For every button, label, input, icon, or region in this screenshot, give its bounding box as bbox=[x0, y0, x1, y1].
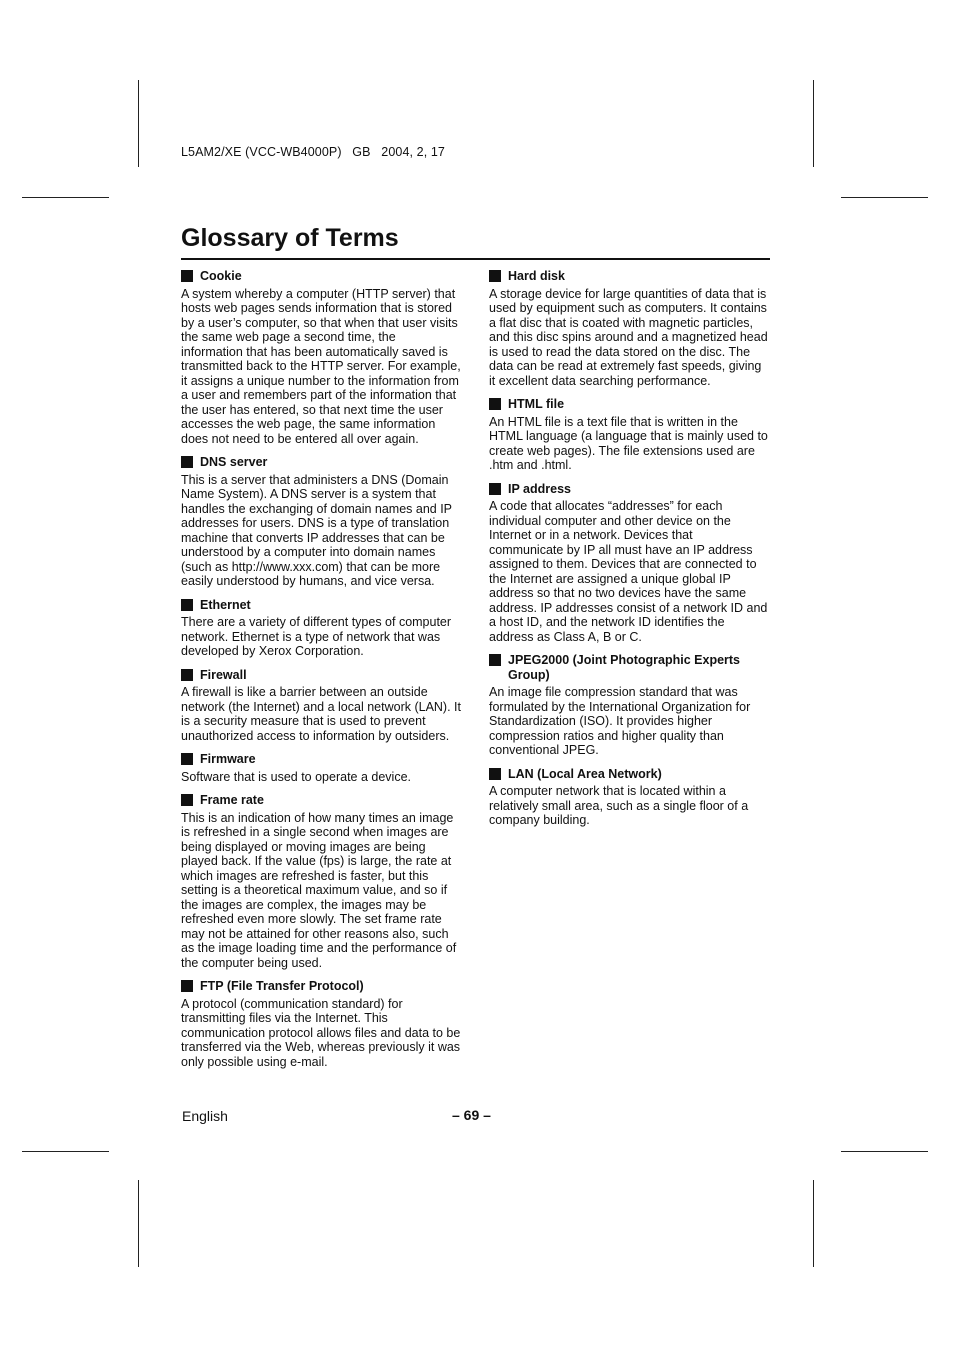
crop-mark bbox=[841, 197, 928, 198]
glossary-entry-ethernet bbox=[181, 598, 461, 659]
square-bullet-icon bbox=[181, 794, 193, 806]
entry-definition: A firewall is like a barrier between an outside network (the Internet) and a local network (LAN). It is a security measure that is used to prevent unauthorized access to information by outsiders. bbox=[181, 685, 461, 743]
entry-term: HTML file bbox=[508, 397, 565, 411]
document-code: L5AM2/XE (VCC-WB4000P) GB 2004, 2, 17 bbox=[181, 145, 445, 159]
square-bullet-icon bbox=[181, 669, 193, 681]
crop-mark bbox=[813, 1180, 814, 1267]
page-title: Glossary of Terms bbox=[181, 224, 399, 252]
entry-term: Firmware bbox=[200, 752, 256, 766]
entry-definition: There are a variety of different types of computer network. Ethernet is a type of network that was developed by Xerox Corporation. bbox=[181, 615, 452, 658]
title-divider bbox=[181, 258, 770, 260]
entry-term: Ethernet bbox=[200, 597, 251, 612]
entry-term: FTP (File Transfer Protocol) bbox=[200, 979, 364, 993]
glossary-entry-dns-server bbox=[181, 455, 461, 589]
square-bullet-icon bbox=[181, 980, 193, 992]
entry-definition: An image file compression standard that was formulated by the International Organization for Standardization (ISO). It provides higher compression ratios and higher quality than conventional JPEG. bbox=[489, 685, 751, 757]
square-bullet-icon bbox=[489, 654, 501, 666]
footer-language: English bbox=[182, 1108, 228, 1124]
entry-term: LAN (Local Area Network) bbox=[508, 766, 662, 781]
crop-mark bbox=[22, 197, 109, 198]
glossary-entry-firewall bbox=[181, 668, 461, 744]
glossary-left-column bbox=[181, 269, 461, 1078]
glossary-right-column bbox=[489, 269, 769, 837]
glossary-entry-jpeg2000 bbox=[489, 653, 769, 758]
glossary-entry-ip-address bbox=[489, 482, 769, 645]
crop-mark bbox=[138, 80, 139, 167]
glossary-entry-firmware bbox=[181, 752, 461, 784]
entry-term: Hard disk bbox=[508, 269, 565, 283]
entry-definition: An HTML file is a text file that is written in the HTML language (a language that is mainly used to create web pages). The file extensions used are .htm and .html. bbox=[489, 414, 768, 472]
square-bullet-icon bbox=[181, 753, 193, 765]
glossary-entry-html-file bbox=[489, 397, 769, 473]
crop-mark bbox=[813, 80, 814, 167]
crop-mark bbox=[138, 1180, 139, 1267]
entry-term: JPEG2000 (Joint Photographic Experts Group) bbox=[508, 653, 741, 682]
glossary-entry-frame-rate bbox=[181, 793, 461, 970]
entry-definition: A system whereby a computer (HTTP server) that hosts web pages sends information that is stored by a user’s computer, so that when that user visits the same web page a second time, the information that has been automatically saved is transmitted back to the HTTP server. For example, it assigns a unique number to the information from a user and remembers part of the information that the user has entered, so that next time the user accesses the web page, the same information does not need to be entered all over again. bbox=[181, 286, 461, 446]
entry-definition: A code that allocates “addresses” for each individual computer and other device on the Internet or in a network. Devices that communicate by IP all must have an IP address assigned to them. Devices that are connected to the Internet are assigned a unique global IP address so that no two devices have the same address. IP addresses consist of a network ID and a host ID, and the network ID identifies the address as Class A, B or C. bbox=[489, 499, 768, 644]
square-bullet-icon bbox=[181, 456, 193, 468]
entry-term: Firewall bbox=[200, 667, 247, 682]
entry-definition: A storage device for large quantities of data that is used by equipment such as computers. It contains a flat disc that is coated with magnetic particles, and this disc spins around and a magnetized head is used to read the data stored on the disc. The data can be read at extremely fast speeds, giving it excellent data searching performance. bbox=[489, 286, 768, 388]
entry-definition: This is a server that administers a DNS (Domain Name System). A DNS server is a system that handles the exchanging of domain names and IP addresses for users. DNS is a type of translation machine that converts IP addresses that can be understood by a computer into domain names (such as http://www.xxx.com) that can be more easily understood by humans, and vice versa. bbox=[181, 472, 452, 588]
glossary-entry-lan bbox=[489, 767, 769, 828]
glossary-entry-cookie bbox=[181, 269, 461, 446]
entry-term: IP address bbox=[508, 481, 572, 496]
square-bullet-icon bbox=[181, 599, 193, 611]
entry-term: Frame rate bbox=[200, 793, 264, 807]
page-number: – 69 – bbox=[452, 1107, 491, 1123]
glossary-entry-hard-disk bbox=[489, 269, 769, 388]
entry-term: Cookie bbox=[200, 269, 242, 283]
entry-definition: A protocol (communication standard) for transmitting files via the Internet. This communication protocol allows files and data to be transferred via the Web, whereas previously it was only possible using e-mail. bbox=[181, 996, 461, 1069]
entry-definition: This is an indication of how many times an image is refreshed in a single second when images are being displayed or moving images are being played back. If the value (fps) is large, the rate at which images are refreshed is faster, but this setting is a theoretical maximum value, and so if the images are complex, the images may be refreshed even more slowly. The set frame rate may not be attained for other reasons also, such as the image loading time and the performance of the computer being used. bbox=[181, 810, 457, 970]
crop-mark bbox=[22, 1151, 109, 1152]
square-bullet-icon bbox=[181, 270, 193, 282]
entry-term: DNS server bbox=[200, 455, 268, 469]
square-bullet-icon bbox=[489, 768, 501, 780]
glossary-entry-ftp bbox=[181, 979, 461, 1069]
square-bullet-icon bbox=[489, 483, 501, 495]
entry-definition: A computer network that is located within a relatively small area, such as a single floor of a company building. bbox=[489, 784, 749, 827]
square-bullet-icon bbox=[489, 270, 501, 282]
entry-definition: Software that is used to operate a device. bbox=[181, 769, 411, 784]
square-bullet-icon bbox=[489, 398, 501, 410]
crop-mark bbox=[841, 1151, 928, 1152]
